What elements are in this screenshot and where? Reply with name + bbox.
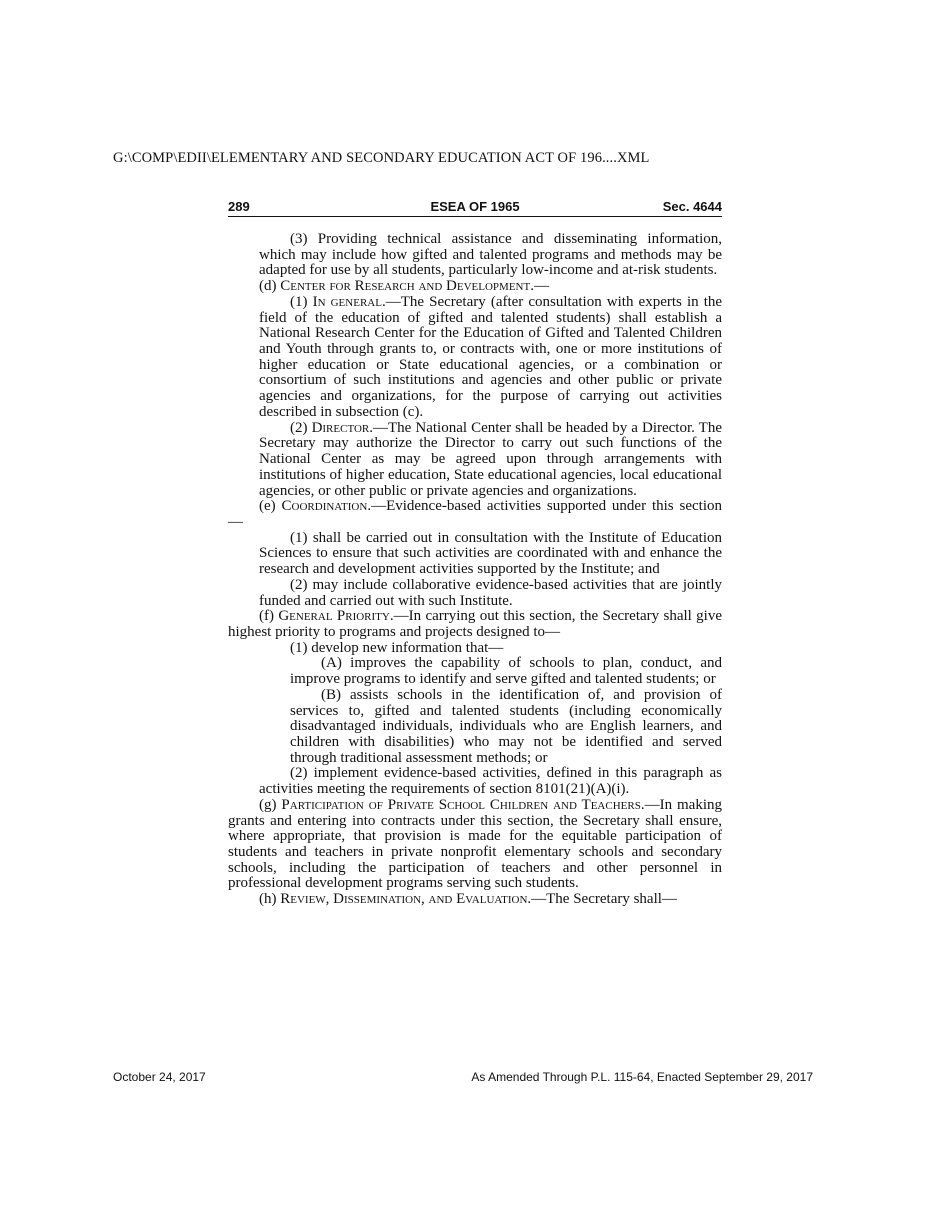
paragraph-d2 <box>228 421 722 500</box>
paragraph-number: (g) <box>259 796 277 813</box>
paragraph-text: .—In making grants and entering into contracts under this section, the Secretary shall ensure, where appropriate, that provision is made for the equitable participation of students and teachers in private nonprofit elementary schools and secondary schools, including the participation of teachers and other personnel in professional development programs serving such students. <box>228 796 722 892</box>
footer-amended: As Amended Through P.L. 115-64, Enacted September 29, 2017 <box>471 1070 813 1084</box>
section-heading: Coordination <box>281 498 368 515</box>
paragraph-h <box>228 892 722 908</box>
paragraph-d <box>228 279 722 295</box>
paragraph-number: (d) <box>259 278 277 295</box>
page-number: 289 <box>228 199 250 214</box>
section-heading: Director <box>311 419 370 436</box>
paragraph-fB: (B) assists schools in the identification of, and provision of services to, gifted and talented students (including economically disadvantaged individuals, individuals who are English learners, and children with disabilities) who may not be identified and served through traditional assessment methods; or <box>290 686 722 766</box>
paragraph-number: (e) <box>259 498 276 515</box>
paragraph-text: .—The Secretary (after consultation with experts in the field of the education of gifted and talented students) shall establish a National Research Center for the Education of Gifted and Talented Children and Youth through grants to, or contracts with, one or more institutions of higher education or State educational agencies, or a combination or consortium of such institutions and agencies and other public or private agencies and organizations, for the purpose of carrying out activities described in subsection (c). <box>259 293 723 420</box>
paragraph-f2: (2) implement evidence-based activities, defined in this paragraph as activities meeting the requirements of section 8101(21)(A)(i). <box>259 765 722 798</box>
paragraph-e <box>228 499 722 530</box>
paragraph-number: (2) <box>290 419 308 436</box>
document-body <box>228 232 722 908</box>
paragraph-c3: (3) Providing technical assistance and disseminating information, which may include how gifted and talented programs and methods may be adapted for use by all students, particularly low-income and at-risk students. <box>259 231 722 279</box>
paragraph-text: .—The National Center shall be headed by a Director. The Secretary may authorize the Director to carry out such functions of the National Center as may be agreed upon through arrangements with institutions of higher education, State educational agencies, local educational agencies, or other public or private agencies and organizations. <box>259 419 722 499</box>
paragraph-g <box>228 798 722 892</box>
heading-dash: .— <box>530 278 549 295</box>
act-title: ESEA OF 1965 <box>430 199 520 214</box>
section-heading: Center for Research and Development <box>280 278 531 295</box>
section-heading: In general <box>312 293 382 310</box>
paragraph-d1 <box>228 295 722 421</box>
section-heading: Participation of Private School Children and Teachers <box>281 796 641 813</box>
footer-date: October 24, 2017 <box>113 1070 206 1084</box>
paragraph-fA: (A) improves the capability of schools to plan, conduct, and improve programs to identify and serve gifted and talented students; or <box>290 655 722 688</box>
paragraph-e1: (1) shall be carried out in consultation with the Institute of Education Sciences to ensure that such activities are coordinated with and enhance the research and development activities supported by the Institute; and <box>259 529 722 578</box>
running-head <box>228 197 722 217</box>
paragraph-text: .—The Secretary shall— <box>527 891 677 908</box>
paragraph-f1: (1) develop new information that— <box>290 639 504 656</box>
file-path: G:\COMP\EDII\ELEMENTARY AND SECONDARY EDUCATION ACT OF 196....XML <box>113 150 650 166</box>
paragraph-number: (f) <box>259 608 274 625</box>
paragraph-text: .—In carrying out this section, the Secretary shall give highest priority to programs and projects designed to— <box>228 608 722 640</box>
section-heading: Review, Dissemination, and Evaluation <box>280 891 528 908</box>
paragraph-text: .—Evidence-based activities supported under this section— <box>228 498 722 530</box>
section-number: Sec. 4644 <box>662 199 722 214</box>
paragraph-number: (h) <box>259 891 277 908</box>
paragraph-e2: (2) may include collaborative evidence-based activities that are jointly funded and carried out with such Institute. <box>259 576 722 609</box>
section-heading: General Priority <box>278 608 390 625</box>
paragraph-number: (1) <box>290 293 308 310</box>
paragraph-f <box>228 609 722 640</box>
